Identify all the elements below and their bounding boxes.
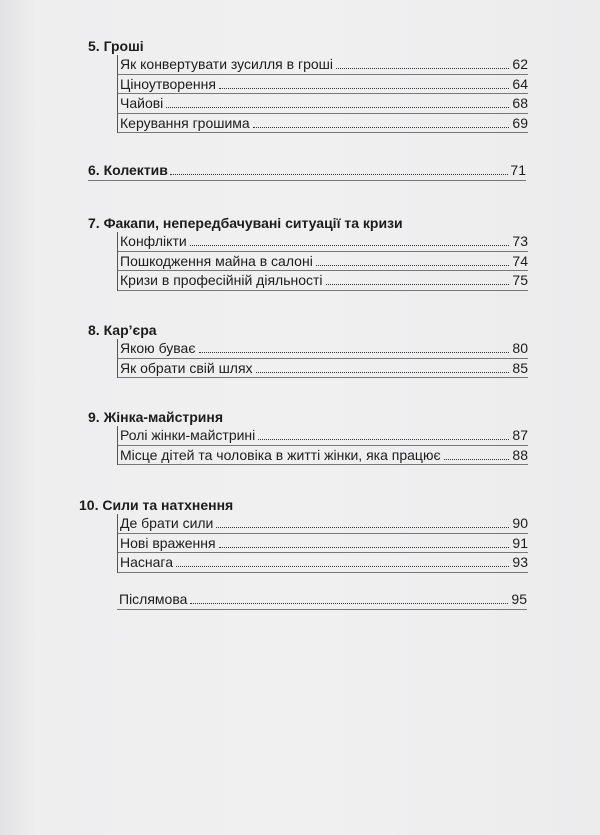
toc-entry-label: Післямова xyxy=(119,591,188,607)
chapter-6-page: 71 xyxy=(510,162,526,178)
toc-entry-label: Наснага xyxy=(120,554,173,570)
toc-entry[interactable] xyxy=(118,426,528,446)
toc-entry[interactable] xyxy=(118,553,528,573)
toc-entry-label: Як конвертувати зусилля в гроші xyxy=(120,56,334,72)
toc-entry-page: 93 xyxy=(512,554,528,570)
chapter-title-6[interactable] xyxy=(88,161,526,181)
toc-entry-label: Чайові xyxy=(120,95,164,111)
toc-entry-label: Де брати сили xyxy=(120,515,214,531)
toc-entry[interactable] xyxy=(118,232,528,252)
dot-leader xyxy=(219,547,509,548)
dot-leader xyxy=(216,527,509,528)
chapter-title-5: 5. Гроші xyxy=(88,38,144,54)
chapter-9-entries xyxy=(117,426,528,465)
chapter-5-entries xyxy=(117,55,528,133)
dot-leader xyxy=(170,174,509,175)
toc-entry[interactable] xyxy=(118,514,528,534)
dot-leader xyxy=(176,566,509,567)
dot-leader xyxy=(219,88,509,89)
chapter-7-entries xyxy=(117,232,528,291)
chapter-title-8: 8. Кар’єра xyxy=(88,322,157,338)
toc-entry-label: Нові враження xyxy=(120,534,216,551)
toc-entry[interactable] xyxy=(118,271,528,291)
chapter-8-entries xyxy=(117,339,528,378)
toc-entry[interactable] xyxy=(118,114,528,134)
chapter-10-entries xyxy=(117,514,528,573)
toc-entry-page: 74 xyxy=(512,252,528,269)
toc-entry[interactable] xyxy=(118,359,528,379)
toc-entry-page: 90 xyxy=(512,515,528,531)
toc-entry[interactable] xyxy=(118,75,528,95)
toc-entry-page: 62 xyxy=(512,56,528,72)
toc-entry-page: 73 xyxy=(512,233,528,249)
dot-leader xyxy=(336,68,509,69)
toc-entry[interactable] xyxy=(118,534,528,554)
dot-leader xyxy=(256,372,509,373)
dot-leader xyxy=(253,127,509,128)
dot-leader xyxy=(190,603,508,604)
toc-entry-page: 69 xyxy=(512,114,528,131)
toc-entry-page: 88 xyxy=(512,446,528,463)
toc-entry[interactable] xyxy=(118,55,528,75)
toc-entry-label: Як обрати свій шлях xyxy=(120,359,253,376)
toc-entry-label: Ролі жінки-майстрині xyxy=(120,427,256,443)
toc-entry-label: Пошкодження майна в салоні xyxy=(120,252,313,269)
afterword-entry-group xyxy=(117,590,527,610)
chapter-6-label: 6. Колектив xyxy=(88,162,168,178)
dot-leader xyxy=(258,439,509,440)
dot-leader xyxy=(326,284,509,285)
toc-entry-page: 68 xyxy=(512,95,528,111)
chapter-title-7: 7. Факапи, непередбачувані ситуації та кризи xyxy=(88,215,403,231)
toc-entry[interactable] xyxy=(118,94,528,114)
dot-leader xyxy=(190,245,509,246)
toc-entry-label: Якою буває xyxy=(120,340,196,356)
toc-entry-afterword[interactable] xyxy=(117,590,527,610)
toc-entry-page: 75 xyxy=(512,272,528,288)
toc-entry-page: 64 xyxy=(512,75,528,92)
toc-entry[interactable] xyxy=(118,339,528,359)
toc-entry-label: Керування грошима xyxy=(120,114,250,131)
toc-entry-page: 80 xyxy=(512,340,528,356)
toc-entry-page: 85 xyxy=(512,359,528,376)
chapter-title-10: 10. Сили та натхнення xyxy=(79,497,234,513)
toc-entry-page: 87 xyxy=(512,427,528,443)
toc-entry[interactable] xyxy=(118,446,528,466)
chapter-title-9: 9. Жінка-майстриня xyxy=(88,409,224,425)
dot-leader xyxy=(199,352,510,353)
toc-entry-label: Ціноутворення xyxy=(120,75,216,92)
toc-entry-page: 95 xyxy=(511,591,527,607)
dot-leader xyxy=(316,265,509,266)
toc-entry[interactable] xyxy=(118,252,528,272)
toc-entry-label: Місце дітей та чоловіка в житті жінки, яка працює xyxy=(120,446,441,463)
toc-entry-page: 91 xyxy=(512,534,528,551)
dot-leader xyxy=(166,107,509,108)
dot-leader xyxy=(444,459,509,460)
toc-entry-label: Кризи в професійній діяльності xyxy=(120,272,323,288)
toc-entry-label: Конфлікти xyxy=(120,233,187,249)
